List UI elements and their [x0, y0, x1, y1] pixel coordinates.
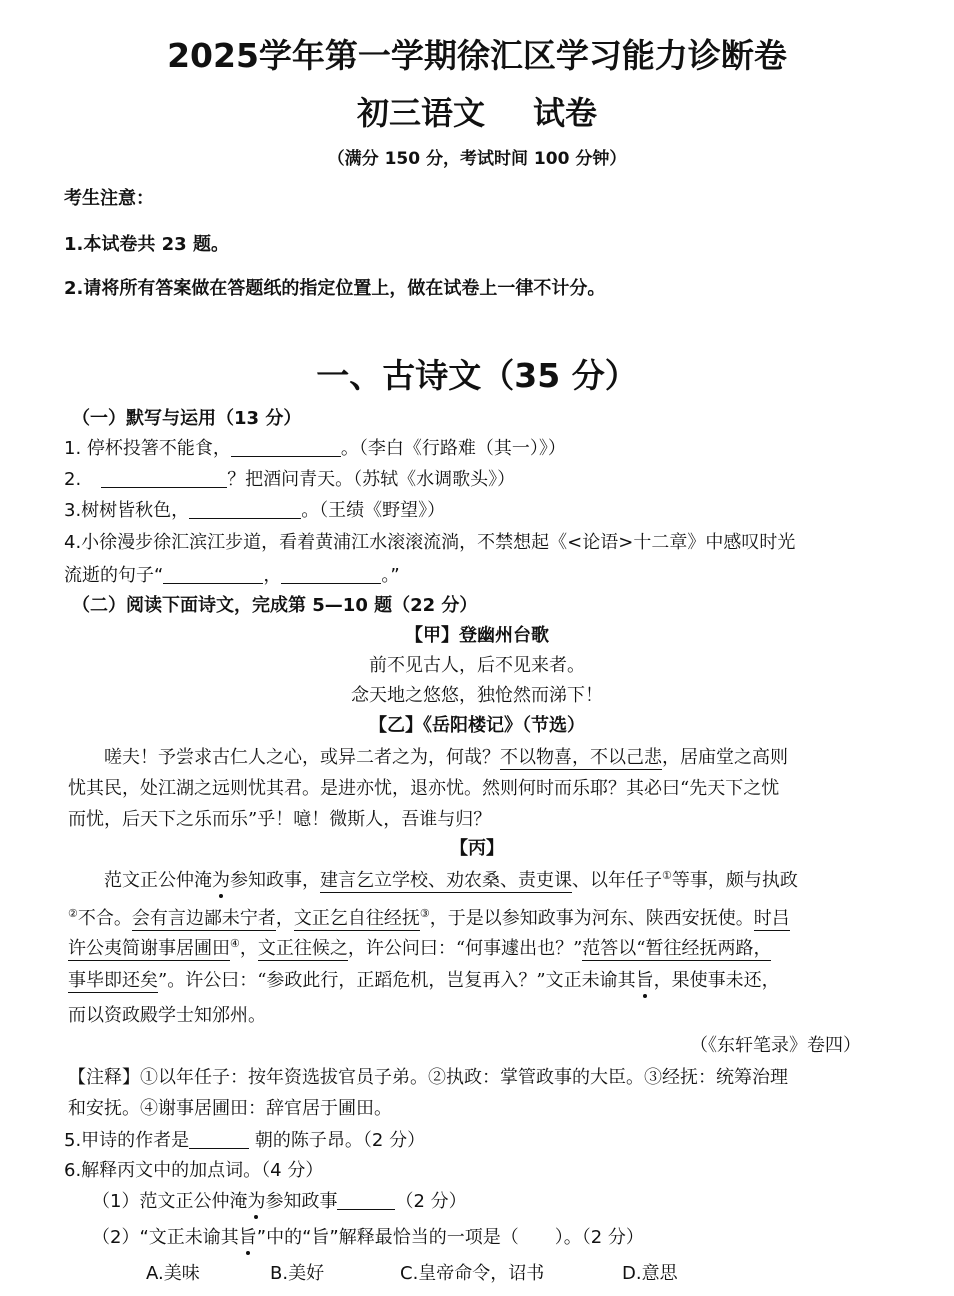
- footnote-marker: ①: [662, 869, 672, 882]
- text-yi-segment: 嗟夫！予尝求古仁人之心，或异二者之为，何哉？: [104, 747, 500, 768]
- question-1-text: 1. 停杯投箸不能食，: [64, 438, 231, 459]
- notice-item-2: 2.请将所有答案做在答题纸的指定位置上，做在试卷上一律不计分。: [64, 278, 606, 299]
- question-1: [64, 434, 566, 460]
- question-3-source: 。（王绩《野望》）: [301, 500, 446, 521]
- underlined-phrase: 不以物喜，不以己悲: [500, 747, 662, 768]
- question-score: （2 分）: [395, 1191, 467, 1212]
- text-bing-line-2: [68, 904, 790, 930]
- footnote-marker: ③: [419, 907, 430, 920]
- exam-title: 2025学年第一学期徐汇区学习能力诊断卷: [167, 36, 787, 75]
- text-bing-title: 【丙】: [450, 838, 504, 859]
- question-4-line-2: [64, 561, 400, 587]
- subject-label: 初三语文: [356, 94, 485, 132]
- question-3-text: 3.树树皆秋色，: [64, 500, 190, 521]
- question-4-comma: ，: [263, 565, 282, 586]
- underlined-phrase: 范答以“暂往经抚两路，: [582, 938, 772, 959]
- text-segment: ，许公问曰：“何事遽出也？”: [347, 938, 583, 959]
- text-bing-line-1: [104, 866, 798, 892]
- question-text: ”中的“旨”解释最恰当的一项是（ ）。（2 分）: [256, 1227, 644, 1248]
- question-text: 参知政事: [265, 1191, 338, 1212]
- footnote-marker: ②: [68, 907, 78, 920]
- underlined-phrase: 文正乞自往经抚: [293, 908, 420, 929]
- exam-subtitle: [0, 88, 954, 134]
- score-info: （满分 150 分，考试时间 100 分钟）: [327, 149, 627, 169]
- footnote-marker: ④: [230, 937, 240, 950]
- answer-blank: [163, 565, 263, 584]
- text-source: （《东轩笔录》卷四）: [690, 1035, 861, 1056]
- text-segment: 等事，颇与执政: [671, 870, 798, 891]
- dotted-word: 为: [247, 1191, 266, 1212]
- text-yi-line-3: 而忧，后天下之乐而乐”乎！噫！微斯人，吾谁与归？: [68, 809, 492, 830]
- question-4-end: 。”: [381, 565, 400, 586]
- underlined-phrase: 事毕即还矣: [68, 970, 158, 991]
- text-yi-line-1: [104, 743, 788, 769]
- text-segment: 、以年任子: [572, 870, 662, 891]
- dotted-word: 旨: [238, 1227, 257, 1248]
- answer-blank: [189, 500, 301, 519]
- question-text: （2）“文正未谕其: [92, 1227, 239, 1248]
- notes-line-1: 【注释】①以年任子：按年资选拔官员子弟。②执政：掌管政事的大臣。③经抚：统筹治理: [68, 1067, 788, 1088]
- question-2: [64, 465, 515, 491]
- poem-jia-line-1: 前不见古人，后不见来者。: [369, 655, 585, 676]
- option-b: B.美好: [270, 1263, 325, 1284]
- answer-blank: [337, 1191, 395, 1210]
- question-1-source: 。（李白《行路难（其一）》）: [340, 438, 566, 459]
- poem-jia-line-2: 念天地之悠悠，独怆然而涕下！: [351, 685, 603, 706]
- question-4-text: 流逝的句子“: [64, 565, 164, 586]
- question-6-1: [92, 1187, 467, 1213]
- underlined-phrase: 许公夷简谢事居圃田: [68, 938, 230, 959]
- underlined-phrase: 建言乞立学校、劝农桑、责吏课: [320, 870, 572, 891]
- underlined-phrase: 会有言边鄙未宁者: [131, 908, 276, 929]
- text-segment: ”。许公曰：“参政此行，正蹈危机，岂复再入？”文正未谕其: [158, 970, 636, 991]
- paper-label: 试卷: [533, 94, 598, 132]
- part2-heading: （二）阅读下面诗文，完成第 5—10 题（22 分）: [72, 595, 478, 616]
- text-bing-line-3: [68, 934, 771, 960]
- text-segment: ，于是以参知政事为河东、陕西安抚使。: [429, 908, 754, 929]
- question-5-text: 5.甲诗的作者是: [64, 1130, 190, 1151]
- text-bing-line-5: 而以资政殿学士知邠州。: [68, 1005, 266, 1026]
- text-segment: ，果使事未还，: [653, 970, 780, 991]
- text-segment: 参知政事，: [230, 870, 320, 891]
- question-6-2: [92, 1223, 644, 1249]
- text-segment: 范文正公仲淹: [104, 870, 212, 891]
- answer-blank: [281, 565, 381, 584]
- text-yi-line-2: 忧其民，处江湖之远则忧其君。是进亦忧，退亦忧。然则何时而乐耶？其必曰“先天下之忧: [68, 778, 780, 799]
- notice-item-1: 1.本试卷共 23 题。: [64, 234, 229, 255]
- option-a: A.美味: [146, 1263, 200, 1284]
- answer-blank: [101, 469, 227, 488]
- question-4-line-1: 4.小徐漫步徐汇滨江步道，看着黄浦江水滚滚流淌，不禁想起《<论语>十二章》中感叹时光: [64, 532, 796, 553]
- answer-blank: [231, 438, 341, 457]
- text-segment: ，: [239, 938, 258, 959]
- text-yi-title: 【乙】《岳阳楼记》（节选）: [369, 715, 585, 736]
- question-3: [64, 496, 445, 522]
- question-5-text: 朝的陈子昂。（2 分）: [249, 1130, 426, 1151]
- question-5: [64, 1126, 425, 1152]
- poem-jia-title: 【甲】登幽州台歌: [405, 625, 549, 646]
- dotted-word: 为: [212, 870, 230, 891]
- question-6: 6.解释丙文中的加点词。（4 分）: [64, 1160, 324, 1181]
- text-segment: 不合。: [77, 908, 132, 929]
- option-c: C.皇帝命令，诏书: [400, 1263, 545, 1284]
- notes-line-2: 和安抚。④谢事居圃田：辞官居于圃田。: [68, 1098, 392, 1119]
- question-text: （1）范文正公仲淹: [92, 1191, 248, 1212]
- option-d: D.意思: [622, 1263, 678, 1284]
- underlined-phrase: 文正往候之: [257, 938, 348, 959]
- section-heading: 一、古诗文（35 分）: [316, 356, 638, 395]
- part1-heading: （一）默写与运用（13 分）: [72, 408, 302, 429]
- underlined-phrase: 时吕: [753, 908, 790, 929]
- question-2-number: 2.: [64, 469, 82, 490]
- notice-label: 考生注意：: [64, 188, 154, 209]
- text-bing-line-4: [68, 966, 780, 992]
- question-2-text: ？把酒问青天。（苏轼《水调歌头》）: [227, 469, 516, 490]
- text-yi-segment: ，居庙堂之高则: [662, 747, 788, 768]
- text-segment: ，: [275, 908, 294, 929]
- dotted-word: 旨: [635, 970, 654, 991]
- answer-blank: [189, 1130, 249, 1149]
